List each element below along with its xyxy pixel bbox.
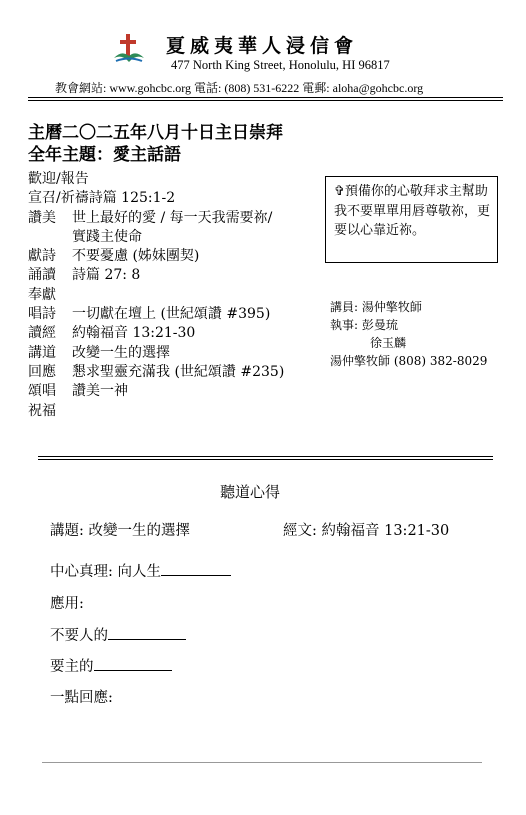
order-text: 懇求聖靈充滿我 (世紀頌讚 #235)	[72, 363, 285, 380]
order-label: 宣召/祈禱	[28, 190, 89, 207]
order-label: 唱詩	[28, 306, 56, 323]
order-text: 世上最好的愛 / 每一天我需要祢/	[72, 209, 273, 226]
order-item	[28, 382, 284, 401]
order-label: 歡迎/報告	[28, 171, 89, 187]
order-label: 誦讀	[28, 267, 56, 284]
order-item	[28, 344, 284, 363]
order-label: 奉獻	[28, 286, 56, 303]
central-truth-blank[interactable]	[161, 560, 231, 576]
order-label: 獻詩	[28, 248, 56, 265]
order-item	[28, 266, 284, 285]
sermon-scripture: 經文: 約翰福音 13:21-30	[283, 523, 450, 539]
want-lord-label: 要主的	[50, 659, 94, 675]
staff-list	[330, 298, 487, 370]
service-date-title: 主曆二〇二五年八月十日主日崇拜	[28, 123, 283, 143]
order-item	[28, 247, 284, 266]
pastor-phone: 湯仲擎牧師 (808) 382-8029	[330, 354, 488, 368]
order-item	[28, 189, 284, 208]
order-text: 讚美一神	[72, 383, 128, 400]
deacon-1: 執事: 彭曼琉	[330, 318, 398, 332]
order-item	[28, 286, 284, 305]
order-text: 不要憂慮 (姊妹團契)	[72, 248, 200, 265]
church-cross-logo-icon	[112, 34, 146, 64]
order-item	[28, 305, 284, 324]
order-item	[28, 209, 284, 228]
annual-theme: 全年主題：愛主話語	[28, 145, 181, 165]
church-name: 夏威夷華人浸信會	[166, 35, 359, 57]
dont-want-field[interactable]	[50, 624, 186, 645]
want-lord-blank[interactable]	[94, 655, 172, 671]
order-of-service	[28, 170, 284, 421]
order-label: 講道	[28, 344, 56, 361]
sermon-notes-title: 聽道心得	[220, 483, 281, 501]
order-text: 實踐主使命	[72, 228, 142, 245]
dont-want-label: 不要人的	[50, 628, 108, 644]
order-text: 詩篇 27: 8	[72, 267, 141, 284]
deacon-2: 徐玉麟	[370, 336, 407, 350]
want-lord-field[interactable]	[50, 655, 172, 676]
order-text: 一切獻在壇上 (世紀頌讚 #395)	[72, 306, 271, 323]
worship-preparation-text: ✞預備你的心敬拜求主幫助我不要單單用唇尊敬祢，更要以心靠近祢。	[334, 184, 491, 238]
central-truth-label: 中心真理: 向人生	[50, 564, 161, 580]
order-item	[28, 324, 284, 343]
speaker: 講員: 湯仲擎牧師	[330, 300, 422, 314]
order-text: 改變一生的選擇	[72, 344, 170, 361]
church-address: 477 North King Street, Honolulu, HI 96817	[171, 58, 390, 72]
sermon-topic: 講題: 改變一生的選擇	[50, 523, 190, 539]
section-separator-2	[38, 459, 493, 460]
order-item	[28, 170, 284, 189]
order-item	[28, 363, 284, 382]
response-label: 一點回應:	[50, 690, 113, 706]
central-truth-field[interactable]	[50, 560, 231, 581]
section-separator	[38, 456, 493, 457]
dont-want-blank[interactable]	[108, 624, 186, 640]
order-item	[28, 402, 284, 421]
order-item	[28, 228, 284, 247]
header-divider-thin	[28, 100, 503, 101]
contact-info: 教會網站: www.gohcbc.org 電話: (808) 531-6222 電郵: aloha@gohcbc.org	[55, 81, 424, 95]
application-label: 應用:	[50, 596, 84, 612]
order-label: 頌唱	[28, 383, 56, 400]
order-label: 回應	[28, 363, 56, 380]
order-label: 祝福	[28, 402, 56, 419]
order-text: 詩篇 125:1-2	[88, 190, 176, 207]
bottom-divider	[42, 762, 482, 763]
header-divider	[28, 97, 503, 98]
order-text: 約翰福音 13:21-30	[72, 325, 196, 342]
order-label: 讀經	[28, 325, 56, 342]
order-label: 讚美	[28, 209, 56, 226]
